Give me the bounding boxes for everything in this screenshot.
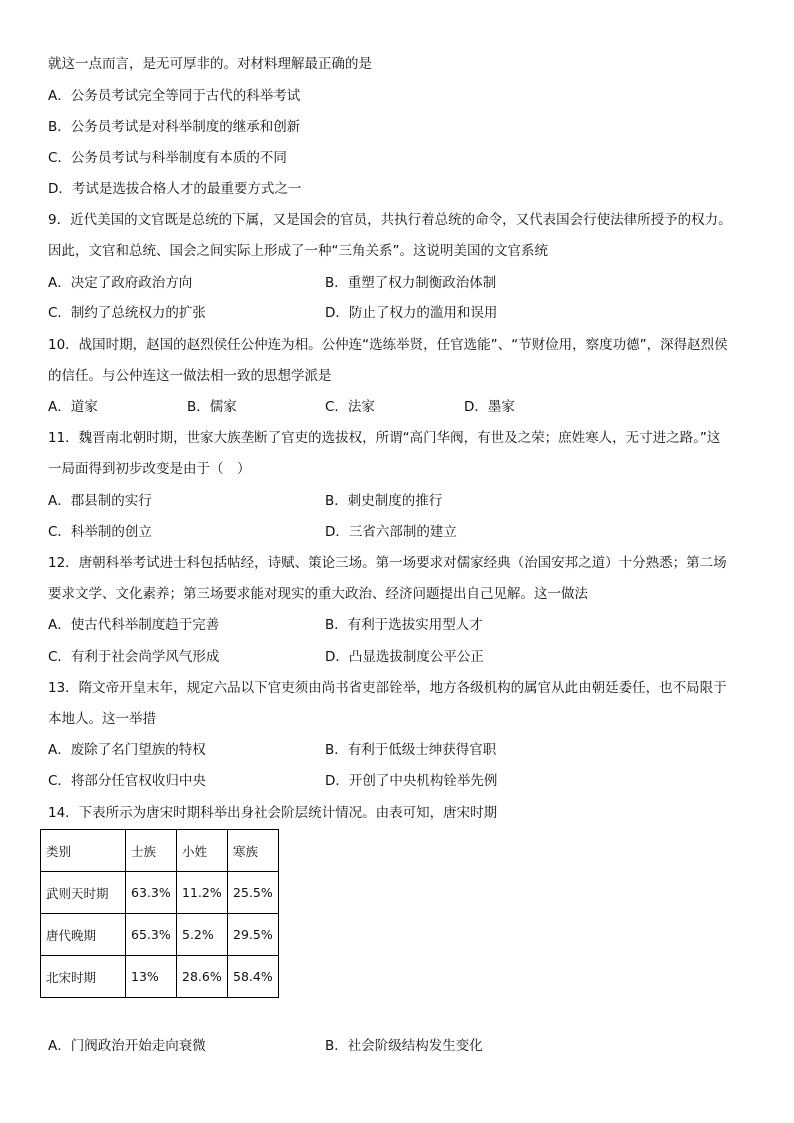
q13-stem-line1: 13．隋文帝开皇末年，规定六品以下官吏须由尚书省吏部铨举，地方各级机构的属官从此由朝廷委任，也不局限于 — [48, 680, 727, 696]
q11-option-a: A．郡县制的实行 — [48, 493, 152, 509]
stats-table — [40, 829, 279, 998]
q8-stem-tail: 就这一点而言，是无可厚非的。对材料理解最正确的是 — [48, 56, 372, 72]
table-cell: 唐代晚期 — [41, 914, 126, 956]
q14-option-b: B．社会阶级结构发生变化 — [325, 1038, 483, 1054]
q13-option-c: C．将部分任官权收归中央 — [48, 773, 206, 789]
table-cell: 63.3% — [126, 872, 177, 914]
table-cell: 58.4% — [228, 956, 279, 998]
q9-stem-line2: 因此，文官和总统、国会之间实际上形成了一种“三角关系”。这说明美国的文官系统 — [48, 243, 548, 259]
q10-option-d: D．墨家 — [464, 399, 515, 415]
q12-option-a: A．使古代科举制度趋于完善 — [48, 617, 220, 633]
q9-option-c: C．制约了总统权力的扩张 — [48, 305, 206, 321]
table-cell: 11.2% — [177, 872, 228, 914]
q14-stem: 14．下表所示为唐宋时期科举出身社会阶层统计情况。由表可知，唐宋时期 — [48, 805, 498, 821]
q10-stem-line2: 的信任。与公仲连这一做法相一致的思想学派是 — [48, 368, 332, 384]
q12-option-b: B．有利于选拔实用型人才 — [325, 617, 483, 633]
table-cell: 65.3% — [126, 914, 177, 956]
table-header-cell: 小姓 — [177, 830, 228, 872]
q12-option-c: C．有利于社会尚学风气形成 — [48, 649, 220, 665]
q8-option-c: C．公务员考试与科举制度有本质的不同 — [48, 150, 287, 166]
table-header-cell: 寒族 — [228, 830, 279, 872]
q10-stem-line1: 10．战国时期，赵国的赵烈侯任公仲连为相。公仲连“选练举贤，任官选能”、“节财俭用，察度功德”，深得赵烈侯 — [48, 337, 728, 353]
q13-stem-line2: 本地人。这一举措 — [48, 711, 156, 727]
q11-stem-line1: 11．魏晋南北朝时期，世家大族垄断了官吏的选拔权，所谓“高门华阀，有世及之荣；庶姓寒人，无寸进之路。”这 — [48, 430, 721, 446]
table-cell: 武则天时期 — [41, 872, 126, 914]
q14-option-a: A．门阀政治开始走向衰微 — [48, 1038, 206, 1054]
table-cell: 13% — [126, 956, 177, 998]
table-row — [41, 956, 279, 998]
q9-option-d: D．防止了权力的滥用和误用 — [325, 305, 498, 321]
table-row — [41, 872, 279, 914]
table-header-cell: 类别 — [41, 830, 126, 872]
q9-option-a: A．决定了政府政治方向 — [48, 275, 193, 291]
table-cell: 29.5% — [228, 914, 279, 956]
q8-option-d: D．考试是选拔合格人才的最重要方式之一 — [48, 181, 302, 197]
q13-option-a: A．废除了名门望族的特权 — [48, 742, 206, 758]
q9-stem-line1: 9．近代美国的文官既是总统的下属，又是国会的官员，共执行着总统的命令，又代表国会行使法律所授予的权力。 — [48, 212, 732, 228]
q11-option-d: D．三省六部制的建立 — [325, 524, 457, 540]
q12-stem-line2: 要求文学、文化素养；第三场要求能对现实的重大政治、经济问题提出自己见解。这一做法 — [48, 586, 588, 602]
q10-option-c: C．法家 — [325, 399, 375, 415]
q11-stem-line2: 一局面得到初步改变是由于（ ） — [48, 461, 251, 477]
q8-option-b: B．公务员考试是对科举制度的继承和创新 — [48, 119, 301, 135]
table-row — [41, 914, 279, 956]
q9-option-b: B．重塑了权力制衡政治体制 — [325, 275, 497, 291]
q13-option-d: D．开创了中央机构铨举先例 — [325, 773, 498, 789]
table-cell: 5.2% — [177, 914, 228, 956]
table-cell: 25.5% — [228, 872, 279, 914]
q11-option-b: B．刺史制度的推行 — [325, 493, 443, 509]
table-cell: 北宋时期 — [41, 956, 126, 998]
q11-option-c: C．科举制的创立 — [48, 524, 152, 540]
table-header-row — [41, 830, 279, 872]
q12-stem-line1: 12．唐朝科举考试进士科包括帖经，诗赋、策论三场。第一场要求对儒家经典（治国安邦之道）十分熟悉；第二场 — [48, 555, 727, 571]
table-header-cell: 士族 — [126, 830, 177, 872]
q13-option-b: B．有利于低级士绅获得官职 — [325, 742, 497, 758]
q8-option-a: A．公务员考试完全等同于古代的科举考试 — [48, 88, 301, 104]
table-cell: 28.6% — [177, 956, 228, 998]
q10-option-a: A．道家 — [48, 399, 98, 415]
q10-option-b: B．儒家 — [187, 399, 237, 415]
q12-option-d: D．凸显选拔制度公平公正 — [325, 649, 484, 665]
